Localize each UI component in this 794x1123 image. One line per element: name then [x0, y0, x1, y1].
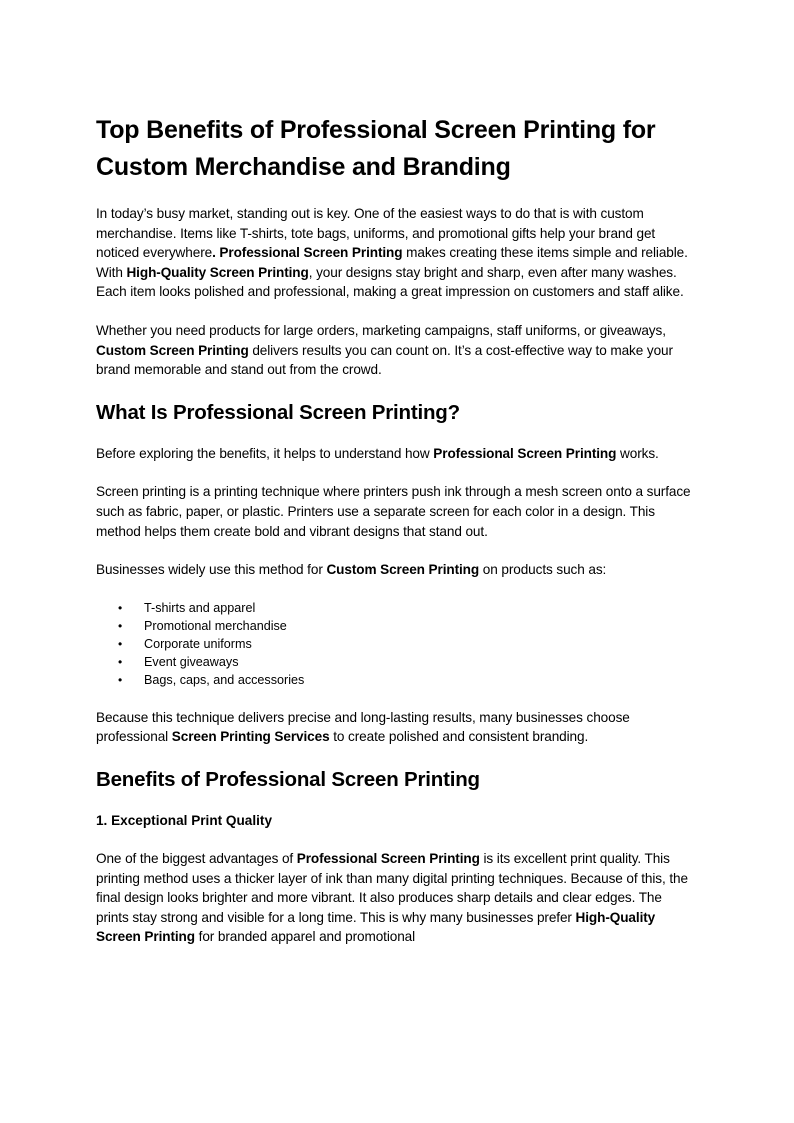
list-item-text: Corporate uniforms	[144, 636, 252, 651]
section-heading-benefits: Benefits of Professional Screen Printing	[96, 767, 480, 791]
intro-p2-text-2: delivers results you can count on. It’s a cost-effective way to make your brand memorable and stand out from the crowd.	[96, 342, 673, 378]
benefit-1-text-3: for branded apparel and promotional	[194, 929, 416, 945]
list-item	[96, 671, 696, 689]
list-item	[96, 653, 696, 671]
bullet-icon: •	[118, 672, 123, 687]
intro-p2-text-1: Whether you need products for large orders, marketing campaigns, staff uniforms, or giveaways,	[96, 322, 666, 338]
bullet-icon: •	[118, 618, 123, 633]
benefit-heading-1: 1. Exceptional Print Quality	[96, 812, 273, 828]
list-item-text: Promotional merchandise	[144, 618, 287, 633]
what-is-paragraph-1	[96, 444, 696, 464]
intro-p1-bold-1: . Professional Screen Printing	[212, 245, 403, 261]
list-item-text: Event giveaways	[144, 654, 239, 669]
intro-paragraph-2	[96, 321, 696, 380]
bullet-icon: •	[118, 600, 123, 615]
what-is-p1-text-1: Before exploring the benefits, it helps to understand how	[96, 445, 434, 461]
benefit-1-text-1: One of the biggest advantages of	[96, 850, 297, 866]
list-item	[96, 635, 696, 653]
benefit-1-bold-1: Professional Screen Printing	[296, 850, 480, 866]
what-is-p4-bold-1: Screen Printing Services	[171, 729, 330, 745]
list-item-text: T-shirts and apparel	[144, 600, 256, 615]
what-is-p3-text-1: Businesses widely use this method for	[96, 562, 327, 578]
document-page	[96, 112, 696, 966]
product-list	[96, 599, 696, 689]
what-is-p1-text-2: works.	[616, 445, 659, 461]
what-is-paragraph-4	[96, 708, 696, 747]
bullet-icon: •	[118, 654, 123, 669]
document-title: Top Benefits of Professional Screen Printing for Custom Merchandise and Branding	[96, 116, 656, 181]
section-heading-what-is: What Is Professional Screen Printing?	[96, 400, 460, 424]
what-is-paragraph-3	[96, 560, 696, 580]
benefit-1-paragraph	[96, 849, 696, 947]
intro-p1-bold-2: High-Quality Screen Printing	[126, 264, 309, 280]
intro-p2-bold-1: Custom Screen Printing	[96, 342, 249, 358]
intro-p1-text-1: In today’s busy market, standing out is key. One of the easiest ways to do that is with custom merchandise. Items like T-shirts, tote bags, uniforms, and promotional gifts help your brand get noticed everywhere	[96, 206, 656, 261]
intro-p1-text-3: , your designs stay bright and sharp, even after many washes. Each item looks polished and professional, making a great impression on customers and staff alike.	[96, 264, 684, 300]
benefit-1-text-2: is its excellent print quality. This printing method uses a thicker layer of ink than many digital printing techniques. Because of this, the final design looks brighter and more vibrant. It also produces sharp details and clear edges. The prints stay strong and visible for a long time. This is why many businesses prefer	[96, 850, 688, 925]
what-is-p3-bold-1: Custom Screen Printing	[326, 562, 480, 578]
intro-paragraph-1	[96, 204, 696, 302]
what-is-paragraph-2: Screen printing is a printing technique where printers push ink through a mesh screen onto a surface such as fabric, paper, or plastic. Printers use a separate screen for each color in a design. This method helps them create bold and vibrant designs that stand out.	[96, 484, 691, 539]
what-is-p4-text-2: to create polished and consistent branding.	[329, 729, 589, 745]
list-item	[96, 617, 696, 635]
intro-p1-text-2: makes creating these items simple and reliable. With	[96, 245, 688, 280]
list-item-text: Bags, caps, and accessories	[144, 672, 305, 687]
what-is-p1-bold-1: Professional Screen Printing	[433, 445, 617, 461]
what-is-p3-text-2: on products such as:	[479, 562, 607, 578]
benefit-1-bold-2: High-Quality Screen Printing	[96, 909, 656, 945]
list-item	[96, 599, 696, 617]
bullet-icon: •	[118, 636, 123, 651]
what-is-p4-text-1: Because this technique delivers precise and long-lasting results, many businesses choose professional	[96, 709, 630, 745]
